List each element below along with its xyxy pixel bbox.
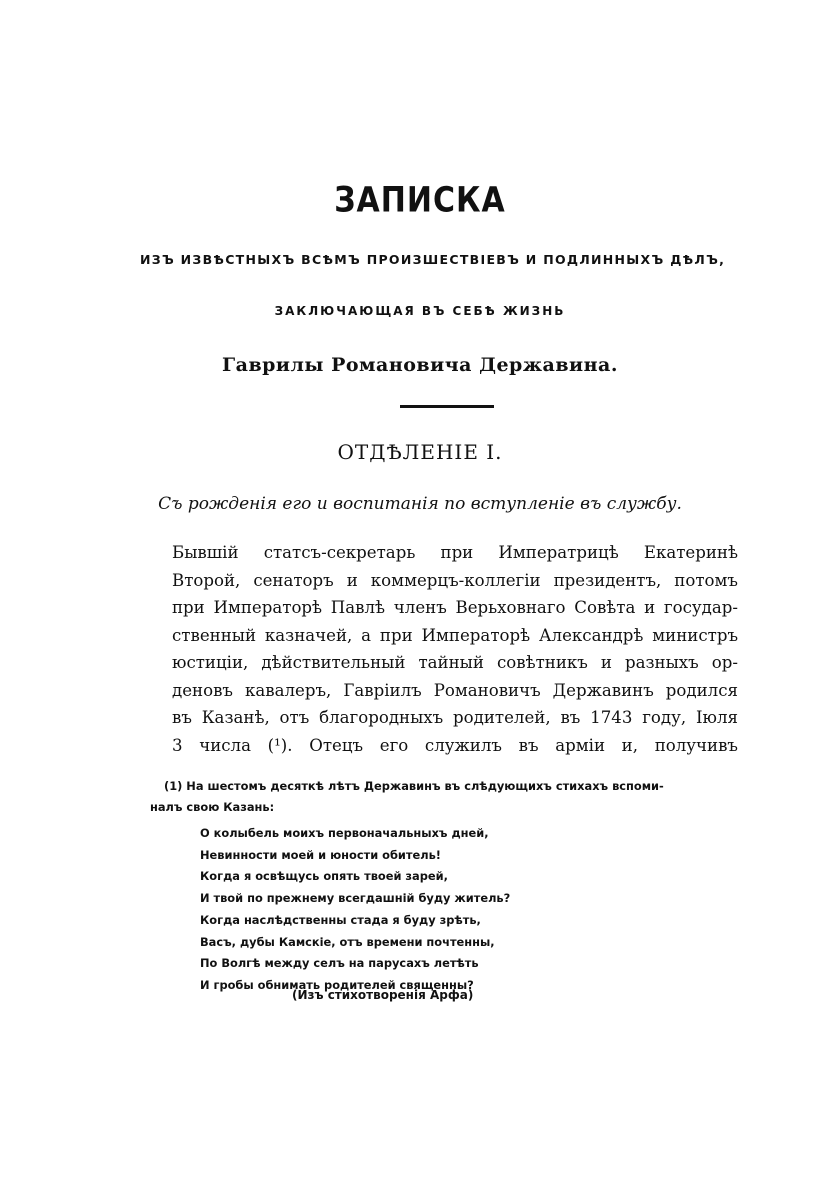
poem-line: Когда я освѣщусь опять твоей зарей, <box>200 869 448 884</box>
document-subtitle: ИЗЪ ИЗВѢСТНЫХЪ ВСѢМЪ ПРОИЗШЕСТВІЕВЪ И ПОДЛИННЫХЪ ДѢЛЪ, <box>140 252 726 267</box>
poem-line: Когда наслѣдственны стада я буду зрѣть, <box>200 912 481 927</box>
footnote-poem <box>200 823 600 997</box>
section-subtitle: Съ рожденія его и воспитанія по вступленіе въ службу. <box>158 494 682 514</box>
poem-line: Васъ, дубы Камскіе, отъ времени почтенны, <box>200 934 495 949</box>
title-divider <box>400 405 494 408</box>
body-line: деновъ кавалеръ, Гавріилъ Романовичъ Державинъ родился <box>172 680 738 700</box>
poem-line: И твой по прежнему всегдашній буду житель? <box>200 891 511 906</box>
poem-line: По Волгѣ между селъ на парусахъ летѣть <box>200 956 479 971</box>
body-line: 3 числа (¹). Отецъ его служилъ въ арміи и, получивъ <box>172 735 738 755</box>
body-line: въ Казанѣ, отъ благородныхъ родителей, въ 1743 году, Іюля <box>172 708 738 727</box>
poem-line: Невинности моей и юности обитель! <box>200 847 441 862</box>
footnote-intro-cont: налъ свою Казань: <box>150 800 275 814</box>
footnote-intro: (1) На шестомъ десяткѣ лѣтъ Державинъ въ слѣдующихъ стихахъ вспоми- <box>164 779 664 793</box>
poem-line: О колыбель моихъ первоначальныхъ дней, <box>200 826 489 840</box>
body-line: юстиціи, дѣйствительный тайный совѣтникъ и разныхъ ор- <box>172 653 738 672</box>
body-line: Второй, сенаторъ и коммерцъ-коллегіи президентъ, потомъ <box>172 570 738 590</box>
body-line: при Императорѣ Павлѣ членъ Верьховнаго Совѣта и государ- <box>172 598 738 617</box>
poem-line: И гробы обнимать родителей священны? <box>200 977 474 992</box>
section-heading: ОТДѢЛЕНІЕ I. <box>337 440 503 464</box>
footnote <box>150 776 740 818</box>
document-subtitle-2: ЗАКЛЮЧАЮЩАЯ ВЪ СЕБѢ ЖИЗНЬ <box>274 304 566 318</box>
document-title: ЗАПИСКА <box>334 180 506 221</box>
body-paragraph <box>172 539 738 759</box>
body-line: ственный казначей, а при Императорѣ Александрѣ министръ <box>172 625 738 645</box>
person-name: Гаврилы Романовича Державина. <box>222 354 618 376</box>
poem-attribution: (Изъ стихотворенія Арфа) <box>292 988 474 1002</box>
body-line: Бывшій статсъ-секретарь при Императрицѣ Екатеринѣ <box>172 543 738 562</box>
